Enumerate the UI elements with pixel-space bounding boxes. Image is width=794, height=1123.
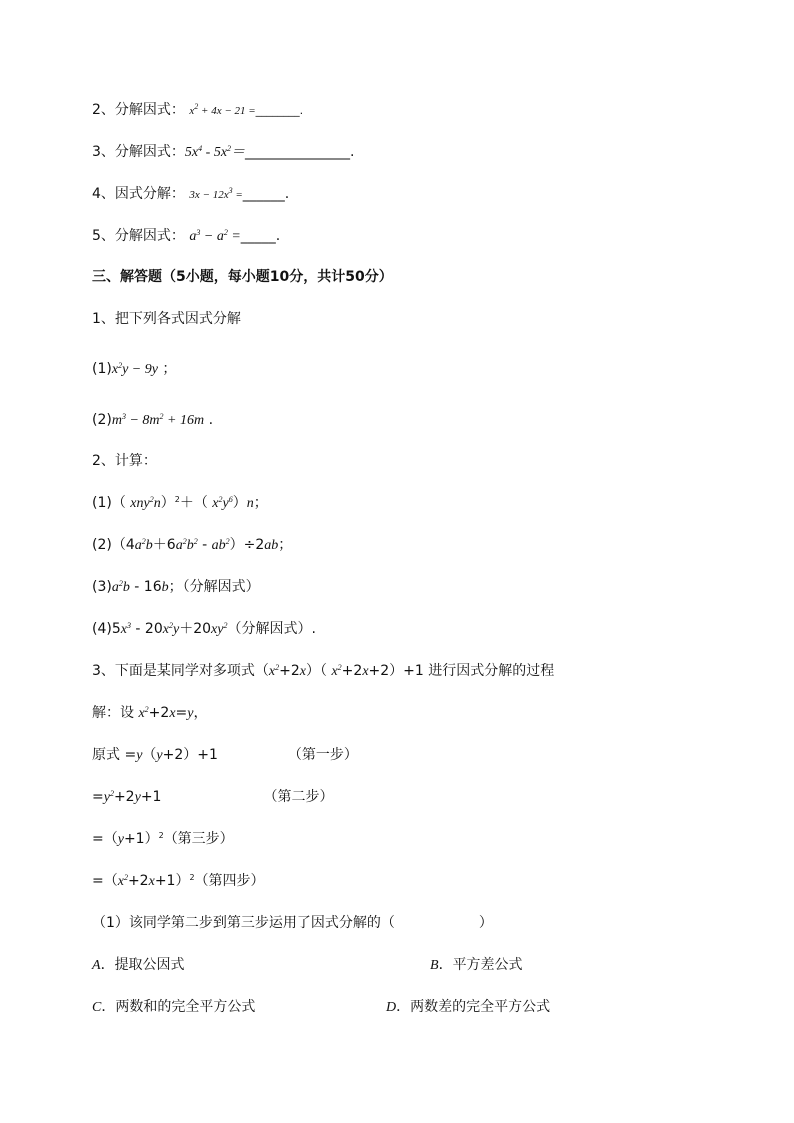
- sub-question-close: ）: [478, 915, 493, 931]
- option-letter: B: [430, 958, 439, 973]
- part-note: （分解因式）.: [227, 621, 316, 637]
- solution-setup: [92, 703, 207, 724]
- question-2-title: 2、计算：: [92, 453, 157, 469]
- solution-step-3: [92, 829, 234, 850]
- fill-blank-2: [92, 100, 303, 121]
- fill-blank-3: [92, 142, 354, 163]
- original-label: 原式: [92, 747, 120, 763]
- option-text: 两数和的完全平方公式: [115, 999, 256, 1015]
- math-expression: $=(y+1)^2$: [92, 831, 164, 847]
- solution-step-4: [92, 871, 265, 892]
- sub-question-text: （1）该同学第二步到第三步运用了因式分解的（: [92, 915, 395, 931]
- step-label: （第三步）: [163, 831, 234, 847]
- part-label: (3): [92, 579, 112, 595]
- math-expression: $a^2b - 16b$；: [111, 579, 183, 595]
- math-expression: $a^3 - a^2$ =: [189, 228, 241, 244]
- math-expression: $x^2 + 4x - 21$ =: [189, 102, 256, 117]
- item-label: 分解因式：: [114, 102, 185, 118]
- item-label: 分解因式：: [114, 228, 185, 244]
- solution-step-1: [92, 745, 358, 766]
- option-letter: D: [386, 1000, 397, 1015]
- math-expression: $=(x^2+2x+1)^2$: [92, 873, 195, 889]
- math-expression: =y（y+2）+1: [124, 747, 218, 763]
- math-expression: $x^2y - 9y$: [111, 361, 158, 377]
- item-number: 3、: [92, 144, 115, 160]
- title-suffix: 进行因式分解的过程: [428, 663, 555, 679]
- answer-blank: ______.: [242, 186, 290, 202]
- part-label: (2): [92, 537, 112, 553]
- option-text: 提取公因式: [114, 957, 185, 973]
- math-expression: $(x^2+2x)$（ $x^2+2x+2)+1$: [254, 663, 424, 679]
- math-expression: $x^2+2x=y$，: [138, 705, 208, 721]
- part-note: （分解因式）: [182, 579, 260, 595]
- step-label: （第一步）: [287, 747, 358, 763]
- item-number: 4、: [92, 186, 115, 202]
- question-2-part-3: [92, 577, 260, 598]
- answer-blank: ________.: [255, 104, 304, 117]
- option-c: C．两数和的完全平方公式: [92, 999, 256, 1015]
- math-expression: $5x^3 - 20x^2y+20xy^2$: [111, 621, 228, 637]
- math-expression: $m^3 - 8m^2 + 16m$: [111, 412, 205, 428]
- question-1-part-1: $(1)x^2y - 9y$ ；: [92, 361, 177, 377]
- solution-step-2: [92, 787, 333, 808]
- section-heading: 三、解答题（5小题，每小题10分，共计50分）: [92, 269, 393, 285]
- answer-blank: _______________.: [245, 144, 355, 160]
- question-2-part-2: [92, 535, 292, 556]
- item-label: 分解因式：: [114, 144, 185, 160]
- option-a: A．提取公因式: [92, 957, 185, 973]
- math-expression: $3x - 12x^3$ =: [189, 186, 243, 201]
- part-label: (1): [92, 361, 112, 377]
- option-text: 两数差的完全平方公式: [410, 999, 551, 1015]
- question-2-part-1: [92, 493, 268, 514]
- question-1-part-2: $(2)m^3 - 8m^2 + 16m$ .: [92, 412, 214, 428]
- math-expression: $=y^2+2y+1$: [92, 789, 162, 805]
- math-expression: $5x^4 - 5x^2=$: [184, 144, 246, 160]
- sub-question-1: [92, 913, 493, 933]
- question-1-title: 1、把下列各式因式分解: [92, 311, 241, 327]
- option-letter: C: [92, 1000, 102, 1015]
- option-letter: A: [92, 958, 101, 973]
- item-number: 2、: [92, 102, 115, 118]
- step-label: （第二步）: [263, 789, 334, 805]
- answer-blank: _____.: [240, 228, 281, 244]
- part-label: (4): [92, 621, 112, 637]
- step-label: （第四步）: [194, 873, 265, 889]
- option-text: 平方差公式: [452, 957, 523, 973]
- option-b: B．平方差公式: [430, 957, 523, 973]
- solution-label: 解：设: [92, 705, 134, 721]
- title-prefix: 3、下面是某同学对多项式: [92, 663, 255, 679]
- question-3-title: [92, 661, 554, 682]
- part-label: (2): [92, 412, 112, 428]
- item-number: 5、: [92, 228, 115, 244]
- fill-blank-4: [92, 184, 289, 205]
- option-d: D．两数差的完全平方公式: [386, 999, 551, 1015]
- math-expression: $(4a^2b+6a^2b^2 - ab^2)\div 2ab$；: [111, 537, 293, 553]
- item-label: 因式分解：: [114, 186, 185, 202]
- part-label: (1): [92, 495, 112, 511]
- math-expression: （ xny$^2$n）$^2$＋（ $x^2y^6)n$；: [111, 495, 268, 511]
- fill-blank-5: [92, 226, 280, 247]
- question-2-part-4: [92, 619, 316, 640]
